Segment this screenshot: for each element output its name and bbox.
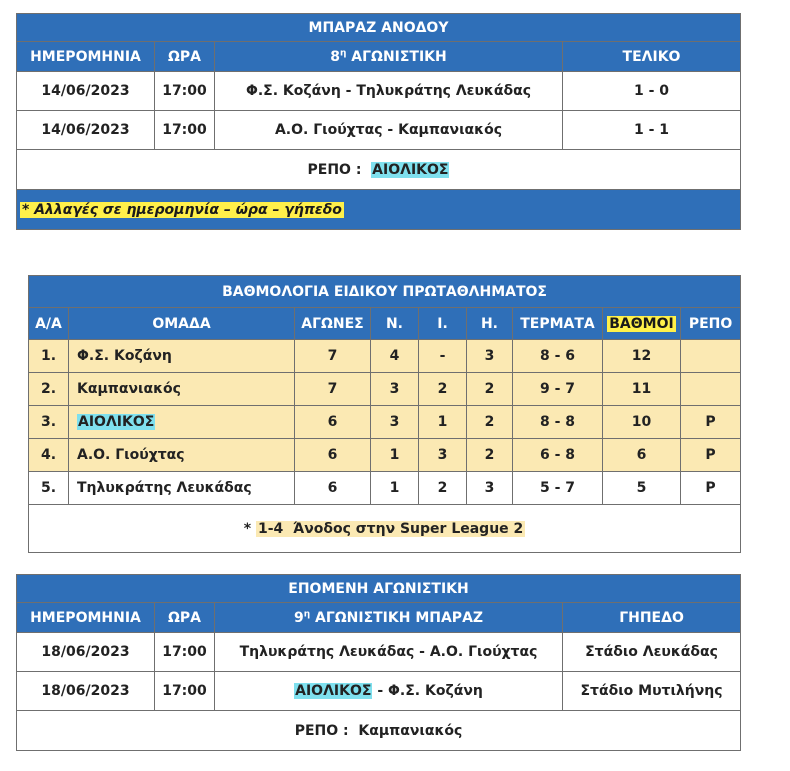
match-teams: Α.Ο. Γιούχτας - Καμπανιακός xyxy=(215,111,563,150)
standings-title: ΒΑΘΜΟΛΟΓΙΑ ΕΙΔΙΚΟΥ ΠΡΩΤΑΘΛΗΜΑΤΟΣ xyxy=(29,276,741,308)
header-losses: Η. xyxy=(467,308,513,340)
losses: 2 xyxy=(467,373,513,406)
pos: 2. xyxy=(29,373,69,406)
rest-label: ΡΕΠΟ : xyxy=(294,722,349,739)
rest: Ρ xyxy=(681,406,741,439)
rest-team: ΑΙΟΛΙΚΟΣ xyxy=(372,161,449,178)
games: 6 xyxy=(295,406,371,439)
goals: 9 - 7 xyxy=(513,373,603,406)
match-result: 1 - 1 xyxy=(563,111,741,150)
losses: 2 xyxy=(467,439,513,472)
points: 6 xyxy=(603,439,681,472)
pos: 4. xyxy=(29,439,69,472)
match-teams: ΑΙΟΛΙΚΟΣ - Φ.Σ. Κοζάνη xyxy=(215,672,563,711)
team: Α.Ο. Γιούχτας xyxy=(69,439,295,472)
match-venue: Στάδιο Λευκάδας xyxy=(563,633,741,672)
match-teams: Φ.Σ. Κοζάνη - Τηλυκράτης Λευκάδας xyxy=(215,72,563,111)
wins: 1 xyxy=(371,472,419,505)
header-time: ΩΡΑ xyxy=(155,42,215,72)
header-round: $8^\eta$ ΑΓΩΝΙΣΤΙΚΗ xyxy=(215,42,563,72)
pos: 5. xyxy=(29,472,69,505)
draws: 2 xyxy=(419,472,467,505)
points: 10 xyxy=(603,406,681,439)
goals: 8 - 6 xyxy=(513,340,603,373)
wins: 3 xyxy=(371,406,419,439)
losses: 3 xyxy=(467,472,513,505)
changes-note: * Αλλαγές σε ημερομηνία – ώρα – γήπεδο xyxy=(17,190,741,230)
goals: 5 - 7 xyxy=(513,472,603,505)
standings-table xyxy=(28,275,741,553)
header-venue: ΓΗΠΕΔΟ xyxy=(563,603,741,633)
header-goals: ΤΕΡΜΑΤΑ xyxy=(513,308,603,340)
team: Φ.Σ. Κοζάνη xyxy=(69,340,295,373)
team: ΑΙΟΛΙΚΟΣ xyxy=(69,406,295,439)
barrage-table xyxy=(16,13,741,230)
match-date: 18/06/2023 xyxy=(17,633,155,672)
draws: 3 xyxy=(419,439,467,472)
next-round-table xyxy=(16,574,741,751)
rest-row xyxy=(17,711,741,751)
wins: 1 xyxy=(371,439,419,472)
header-date: ΗΜΕΡΟΜΗΝΙΑ xyxy=(17,42,155,72)
games: 6 xyxy=(295,472,371,505)
pos: 1. xyxy=(29,340,69,373)
draws: 2 xyxy=(419,373,467,406)
next-round-title: ΕΠΟΜΕΝΗ ΑΓΩΝΙΣΤΙΚΗ xyxy=(17,575,741,603)
table-row xyxy=(29,406,741,439)
header-games: ΑΓΩΝΕΣ xyxy=(295,308,371,340)
match-time: 17:00 xyxy=(155,633,215,672)
table-row xyxy=(29,472,741,505)
match-time: 17:00 xyxy=(155,72,215,111)
header-date: ΗΜΕΡΟΜΗΝΙΑ xyxy=(17,603,155,633)
barrage-title: ΜΠΑΡΑΖ ΑΝΟΔΟΥ xyxy=(17,14,741,42)
points: 5 xyxy=(603,472,681,505)
match-date: 14/06/2023 xyxy=(17,72,155,111)
goals: 8 - 8 xyxy=(513,406,603,439)
table-row xyxy=(17,111,741,150)
table-row xyxy=(17,672,741,711)
points: 12 xyxy=(603,340,681,373)
wins: 3 xyxy=(371,373,419,406)
table-row xyxy=(17,633,741,672)
promotion-note: * 1-4 Άνοδος στην Super League 2 xyxy=(29,505,741,553)
table-row xyxy=(17,72,741,111)
match-result: 1 - 0 xyxy=(563,72,741,111)
rest-row xyxy=(17,150,741,190)
rest xyxy=(681,340,741,373)
games: 6 xyxy=(295,439,371,472)
rest xyxy=(681,373,741,406)
rest: Ρ xyxy=(681,472,741,505)
losses: 3 xyxy=(467,340,513,373)
match-time: 17:00 xyxy=(155,111,215,150)
rest-label: ΡΕΠΟ : xyxy=(307,161,362,178)
rest-team: Καμπανιακός xyxy=(358,722,463,739)
draws: - xyxy=(419,340,467,373)
points: 11 xyxy=(603,373,681,406)
match-date: 14/06/2023 xyxy=(17,111,155,150)
games: 7 xyxy=(295,340,371,373)
table-row xyxy=(29,373,741,406)
header-time: ΩΡΑ xyxy=(155,603,215,633)
table-row xyxy=(29,439,741,472)
pos: 3. xyxy=(29,406,69,439)
team: Καμπανιακός xyxy=(69,373,295,406)
header-result: ΤΕΛΙΚΟ xyxy=(563,42,741,72)
goals: 6 - 8 xyxy=(513,439,603,472)
team: Τηλυκράτης Λευκάδας xyxy=(69,472,295,505)
header-pos: Α/Α xyxy=(29,308,69,340)
header-points: ΒΑΘΜΟΙ xyxy=(603,308,681,340)
header-team: ΟΜΑΔΑ xyxy=(69,308,295,340)
wins: 4 xyxy=(371,340,419,373)
header-wins: Ν. xyxy=(371,308,419,340)
header-rest: ΡΕΠΟ xyxy=(681,308,741,340)
losses: 2 xyxy=(467,406,513,439)
table-row xyxy=(29,340,741,373)
match-venue: Στάδιο Μυτιλήνης xyxy=(563,672,741,711)
match-time: 17:00 xyxy=(155,672,215,711)
games: 7 xyxy=(295,373,371,406)
draws: 1 xyxy=(419,406,467,439)
match-teams: Τηλυκράτης Λευκάδας - Α.Ο. Γιούχτας xyxy=(215,633,563,672)
rest: Ρ xyxy=(681,439,741,472)
header-round: $9^\eta$ ΑΓΩΝΙΣΤΙΚΗ ΜΠΑΡΑΖ xyxy=(215,603,563,633)
match-date: 18/06/2023 xyxy=(17,672,155,711)
header-draws: Ι. xyxy=(419,308,467,340)
